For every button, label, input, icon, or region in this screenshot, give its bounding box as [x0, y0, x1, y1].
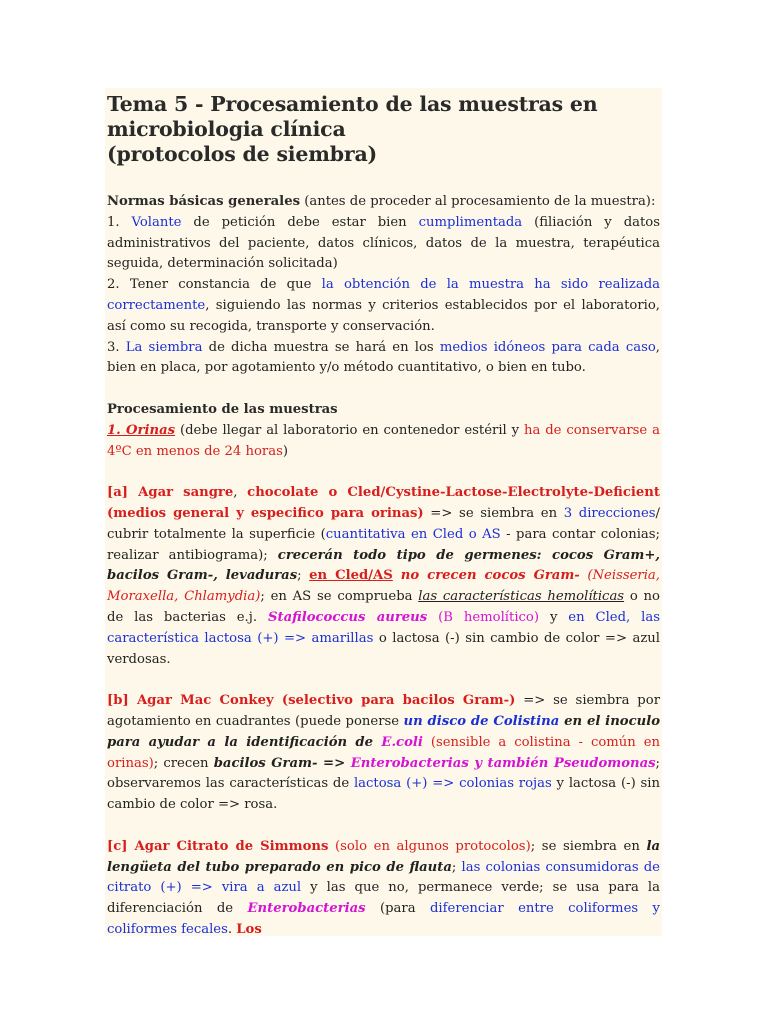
normas-heading: Normas básicas generales (antes de proceder al procesamiento de la muestra):	[107, 194, 656, 209]
procesamiento-heading: Procesamiento de las muestras	[107, 401, 338, 417]
orinas-paragraph: 1. Orinas (debe llegar al laboratorio en contenedor estéril y ha de conservarse a 4ºC en menos de 24 horas)	[107, 422, 660, 459]
normas-item-1: 1. Volante de petición debe estar bien cumplimentada (filiación y datos administrativos del paciente, datos clínicos, datos de la muestra, terapéutica seguida, determinación solicitada)	[107, 214, 660, 272]
agar-sangre-paragraph: [a] Agar sangre, chocolate o Cled/Cystine-Lactose-Electrolyte-Deficient (medios general y especifico para orinas) => se siembra en 3 direcciones/ cubrir totalmente la superficie (cuantitativa en Cled o AS - para contar colonias; realizar antibiograma); crecerán todo tipo de germenes: cocos Gram+, bacilos Gram-, levaduras; en Cled/AS no crecen cocos Gram- (Neisseria, Moraxella, Chlamydia); en AS se comprueba las características hemolíticas o no de las bacterias e.j. Stafilococcus aureus (B hemolítico) y en Cled, las característica lactosa (+) => amarillas o lactosa (-) sin cambio de color => azul verdosas.	[107, 485, 661, 667]
normas-item-2: 2. Tener constancia de que la obtención de la muestra ha sido realizada correctamente, siguiendo las normas y criterios establecidos por el laboratorio, así como su recogida, transporte y conservación.	[107, 277, 660, 334]
page-title: Tema 5 - Procesamiento de las muestras en microbiologia clínica (protocolos de siembra)	[107, 92, 598, 166]
agar-mac-conkey-paragraph: [b] Agar Mac Conkey (selectivo para bacilos Gram-) => se siembra por agotamiento en cuadrantes (puede ponerse un disco de Colistina en el inoculo para ayudar a la identificación de E.coli (sensible a colistina - común en orinas); crecen bacilos Gram- => Enterobacterias y también Pseudomonas; observaremos las características de lactosa (+) => colonias rojas y lactosa (-) sin cambio de color => rosa.	[107, 693, 660, 813]
agar-citrato-paragraph: [c] Agar Citrato de Simmons (solo en algunos protocolos); se siembra en la lengüeta del tubo preparado en pico de flauta; las colonias consumidoras de citrato (+) => vira a azul y las que no, permanece verde; se usa para la diferenciación de Enterobacterias (para diferenciar entre coliformes y coliformes fecales. Los	[107, 838, 660, 937]
normas-item-3: 3. La siembra de dicha muestra se hará en los medios idóneos para cada caso, bien en placa, por agotamiento y/o método cuantitativo, o bien en tubo.	[107, 339, 660, 376]
document-content	[107, 92, 660, 941]
